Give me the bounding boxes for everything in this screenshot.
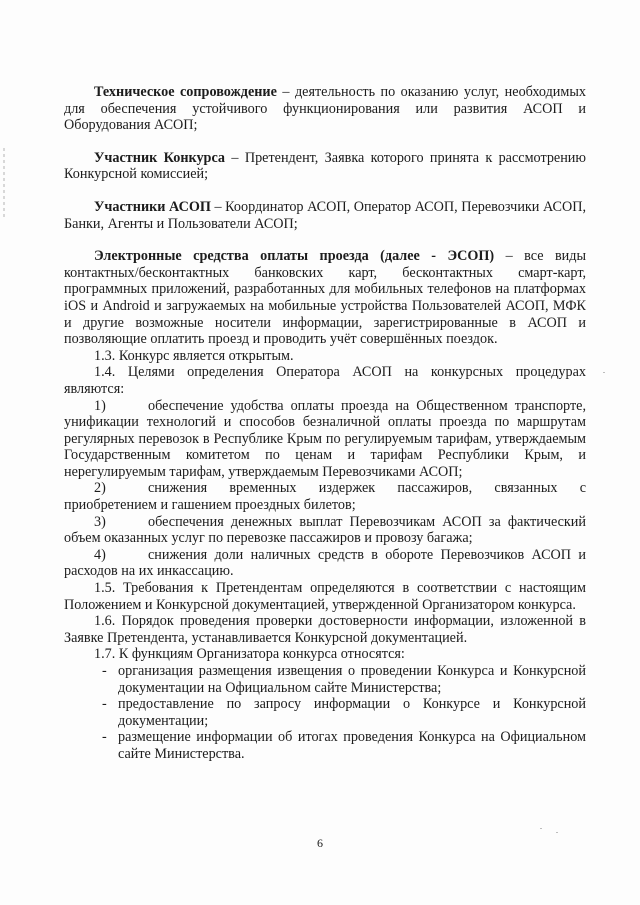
goal-text: обеспечения денежных выплат Перевозчикам АСОП за фактический объем оказанных услуг по перевозке пассажиров и провозу багажа; bbox=[64, 513, 586, 547]
goal-number: 2) bbox=[94, 480, 106, 497]
goal-text: снижения временных издержек пассажиров, связанных с приобретением и гашением проездных билетов; bbox=[64, 480, 586, 514]
definition-asop-participants bbox=[64, 199, 586, 232]
definition-term: Техническое сопровождение bbox=[94, 84, 277, 100]
goal-item bbox=[64, 480, 586, 513]
page-number: 6 bbox=[317, 836, 323, 850]
clause-1-6: 1.6. Порядок проведения проверки достоверности информации, изложенной в Заявке Претендента, устанавливается Конкурсной документацией. bbox=[64, 613, 586, 646]
definition-text: – деятельность по оказанию услуг, необходимых для обеспечения устойчивого функционирования или развития АСОП и Оборудования АСОП; bbox=[64, 84, 586, 134]
function-text: предоставление по запросу информации о Конкурсе и Конкурсной документации; bbox=[118, 696, 586, 729]
function-text: размещение информации об итогах проведения Конкурса на Официальном сайте Министерства. bbox=[118, 729, 586, 762]
goal-number: 1) bbox=[94, 397, 106, 414]
clause-1-3: 1.3. Конкурс является открытым. bbox=[94, 347, 294, 364]
bullet-dash: - bbox=[102, 663, 107, 679]
goal-text: снижения доли наличных средств в обороте Перевозчиков АСОП и расходов на их инкассацию. bbox=[64, 546, 586, 580]
definition-esop bbox=[64, 248, 586, 348]
definition-text: – все виды контактных/бесконтактных банковских карт, бесконтактных смарт-карт, программных приложений, разработанных для мобильных телефонов на платформах iOS и Android и загружаемых на мобильные устройства Пользователей АСОП, МФК и другие возможные носители информации, зарегистрированные в АСОП и позволяющие оплатить проезд и проводить учёт совершённых поездок. bbox=[64, 248, 586, 348]
goal-text: обеспечение удобства оплаты проезда на Общественном транспорте, унификации технологий и способов безналичной оплаты проезда по маршрутам регулярных перевозок в Республике Крым по регулируемым тарифам, утверждаемым Государственным комитетом по ценам и тарифам Республики Крым, и нерегулируемым тарифам, утверждаемым Перевозчиками АСОП; bbox=[64, 397, 586, 480]
scan-speck bbox=[603, 372, 605, 373]
goal-item bbox=[64, 514, 586, 547]
definition-technical-support bbox=[64, 84, 586, 134]
function-item bbox=[64, 729, 586, 762]
scan-speck bbox=[556, 832, 558, 833]
scan-margin-mark bbox=[3, 148, 5, 220]
goal-number: 4) bbox=[94, 546, 106, 563]
clause-1-7: 1.7. К функциям Организатора конкурса относятся: bbox=[94, 646, 405, 663]
goal-number: 3) bbox=[94, 513, 106, 530]
goal-item bbox=[64, 547, 586, 580]
definition-term: Участник Конкурса bbox=[94, 149, 226, 166]
function-item bbox=[64, 663, 586, 696]
scan-speck bbox=[540, 828, 542, 829]
definition-term: Участники АСОП bbox=[94, 198, 211, 215]
definition-text: – Координатор АСОП, Оператор АСОП, Перевозчики АСОП, Банки, Агенты и Пользователи АСОП; bbox=[64, 198, 587, 232]
bullet-dash: - bbox=[102, 696, 107, 713]
bullet-dash: - bbox=[102, 729, 107, 746]
function-text: организация размещения извещения о проведении Конкурса и Конкурсной документации на Официальном сайте Министерства; bbox=[118, 663, 586, 696]
definition-term: Электронные средства оплаты проезда (далее - ЭСОП) bbox=[94, 248, 495, 265]
clause-1-4: 1.4. Целями определения Оператора АСОП на конкурсных процедурах являются: bbox=[64, 364, 586, 397]
function-item bbox=[64, 696, 586, 729]
definition-text: – Претендент, Заявка которого принята к рассмотрению Конкурсной комиссией; bbox=[64, 149, 587, 183]
goal-item bbox=[64, 398, 586, 481]
clause-1-5: 1.5. Требования к Претендентам определяются в соответствии с настоящим Положением и Конкурсной документацией, утвержденной Организатором конкурса. bbox=[64, 580, 586, 613]
definition-contest-participant bbox=[64, 150, 586, 183]
document-body bbox=[64, 84, 586, 763]
